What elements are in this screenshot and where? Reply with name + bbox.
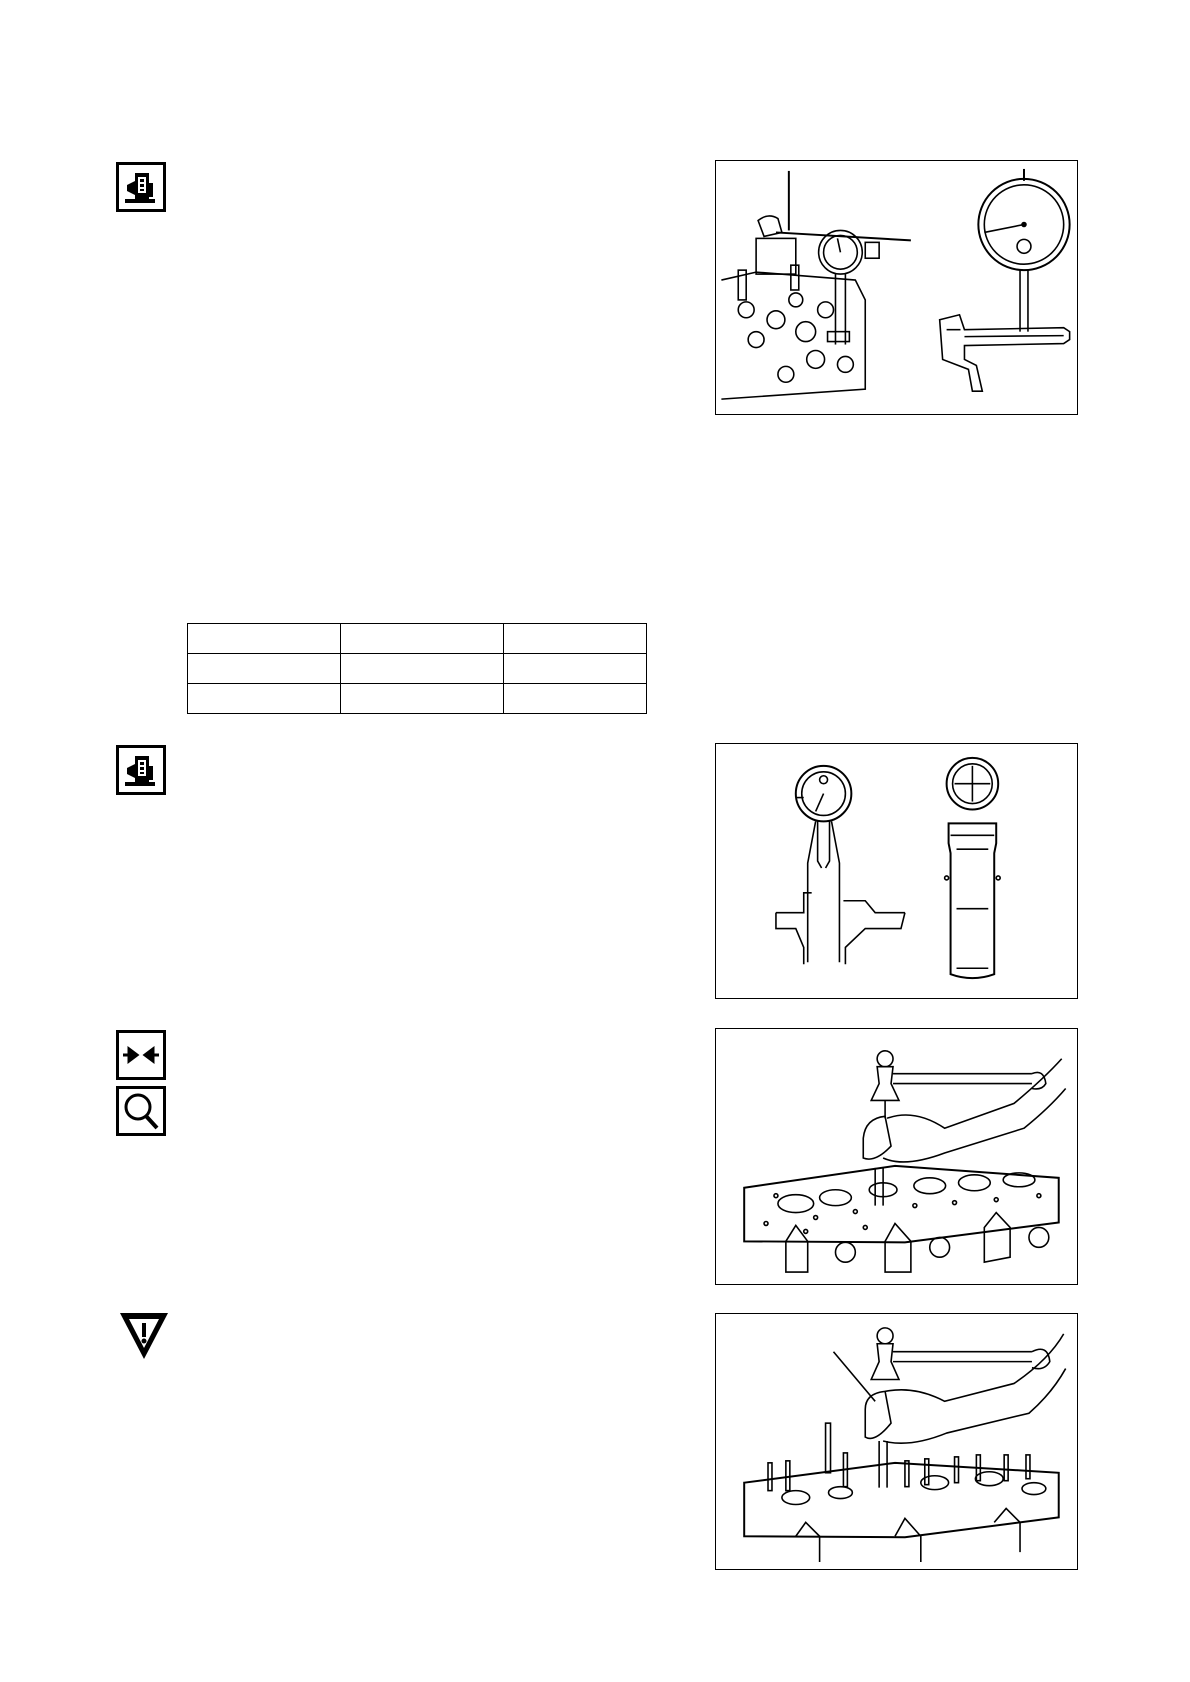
- table-row: [188, 624, 647, 654]
- table-cell: [504, 684, 647, 714]
- table-cell: [341, 684, 504, 714]
- hammer-drift-with-valves-figure: [715, 1313, 1078, 1570]
- magnifier-inspect-icon: [116, 1086, 166, 1136]
- table-cell: [504, 624, 647, 654]
- bore-gauge-on-valve-guide-figure: [715, 743, 1078, 999]
- table-cell: [504, 654, 647, 684]
- table-row: [188, 684, 647, 714]
- hammer-drift-on-cylinder-head-figure: [715, 1028, 1078, 1285]
- press-fit-arrows-icon: [116, 1030, 166, 1080]
- table-cell: [188, 684, 341, 714]
- dial-indicator-on-cylinder-head-figure: [715, 160, 1078, 415]
- table-cell: [341, 624, 504, 654]
- caution-triangle-icon: [117, 1310, 171, 1362]
- table-row: [188, 654, 647, 684]
- table-cell: [188, 654, 341, 684]
- measuring-tool-icon: [116, 162, 166, 212]
- spec-table: [187, 623, 647, 714]
- measuring-tool-icon: [116, 745, 166, 795]
- table-cell: [341, 654, 504, 684]
- table-cell: [188, 624, 341, 654]
